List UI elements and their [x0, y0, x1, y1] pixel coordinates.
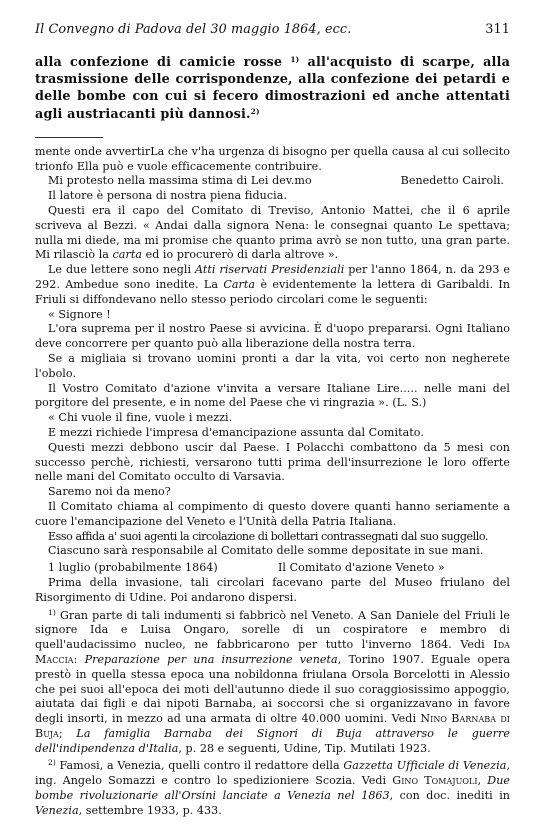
note-paragraph: mente onde avvertirLa che v'ha urgenza di bisogno per quella causa al cui sollecito trionfo Ella può e vuole efficacemente contribuire.: [35, 144, 510, 173]
running-header: [35, 22, 510, 37]
text-run: Le due lettere sono negli: [48, 263, 192, 277]
signature-text: Benedetto Cairoli.: [400, 174, 504, 188]
work-title: Preparazione per una insurrezione veneta: [84, 652, 338, 666]
circular-line: Esso affida a' suoi agenti la circolazione di bollettari contrassegnati dal suo suggello.: [48, 529, 488, 543]
italic-run: Carta: [223, 277, 256, 291]
circular-line: Il Vostro Comitato d'azione v'invita a versare Italiane Lire..... nelle mani del porgitore del presente, e in nome del Paese che vi ringrazia ». (L. S.): [35, 381, 510, 410]
text-run: Gran parte di tali indumenti si fabbricò nel Veneto. A San Daniele del Friuli le signore Ida e Luisa Ongaro, sorelle di un cospiratore e membro di quell'audacissimo nucleo, ne fabbricarono per tutto l'inverno 1864. Vedi: [35, 608, 511, 652]
note-paragraph: Il latore è persona di nostra piena fiducia.: [48, 189, 287, 203]
circular-line: Il Comitato chiama al compimento di questo dovere quanti hanno seriamente a cuore l'emancipazione del Veneto e l'Unità della Patria Italiana.: [35, 499, 510, 528]
footnote-1: $^{1)}$ Gran parte di tali indumenti si fabbricò nel Veneto. A San Daniele del Friuli le signore Ida e Luisa Ongaro, sorelle di un cospiratore e membro di quell'audacissimo nucleo, ne fabbricarono per tutto l'inverno 1864. Vedi Ida Maccia: Preparazione per una insurrezione veneta, Torino 1907. Eguale opera prestò in quella stessa epoca una nobildonna friulana Orsola Borcelotti in Alessio che pei suoi all'epoca dei moti dell'autunno diede il suo coraggiosissimo appoggio, aiutata dai figli e dai nipoti Barnaba, ai soccorsi che si organizzavano in favore degli insorti, in mezzo ad una armata di oltre 40.000 uomini. Vedi Nino Barnaba di Buja; La famiglia Barnaba dei Signori di Buja attraverso le guerre dell'indipendenza d'Italia, p. 28 e seguenti, Udine, Tip. Mutilati 1923.: [35, 607, 511, 755]
notes-section: [35, 145, 510, 819]
author-name: Gino Tomajuoli: [392, 774, 478, 788]
text-run: , settembre 1933, p. 433.: [78, 803, 222, 817]
note-paragraph: [35, 263, 510, 307]
footnote-mark: 1): [48, 607, 56, 617]
circular-signatory: Il Comitato d'azione Veneto »: [278, 561, 445, 575]
letter-closing: [35, 174, 510, 189]
circular-line: « Chi vuole il fine, vuole i mezzi.: [48, 411, 233, 425]
italic-run: carta: [112, 248, 142, 262]
circular-signature: [35, 561, 510, 576]
text-run: è evidentemente la lettera di Garibaldi. In Friuli si diffondevano nello stesso periodo circolari come le seguenti:: [35, 277, 511, 306]
header-title: Il Convegno di Padova del 30 maggio 1864, ecc.: [35, 22, 352, 37]
text-run: , ing. Angelo Somazzi e contro lo spedizioniere Scozia. Vedi: [35, 759, 511, 788]
footnote-mark: 2): [48, 758, 56, 768]
author-name: Ida Maccia: [35, 638, 510, 666]
author-name: Nino Barnaba di Buja: [35, 712, 510, 740]
circular-line: « Signore !: [48, 307, 111, 321]
page-number: 311: [485, 22, 510, 37]
work-title: Venezia: [35, 803, 79, 817]
text-run: per l'anno 1864, n. da 293 e 292. Ambedue sono inedite. La: [35, 263, 510, 291]
footnote-ref-1: 1): [290, 55, 300, 64]
work-title: Gazzetta Ufficiale di Venezia: [343, 759, 507, 773]
text-run: , Torino 1907. Eguale opera prestò in quella stessa epoca una nobildonna friulana Orsola Borcelotti in Alessio che pei suoi all'epoca dei moti dell'autunno diede il suo coraggiosissimo appoggio, aiutata dai figli e dai nipoti Barnaba, ai soccorsi che si organizzavano in favore degli insorti, in mezzo ad una armata di oltre 40.000 uomini. Vedi: [35, 652, 510, 726]
footnote-separator: [35, 137, 103, 138]
text-run: , con doc. inediti in: [389, 789, 510, 803]
footnote-2: $^{2)}$ Famosi, a Venezia, quelli contro il redattore della Gazzetta Ufficiale di Venezia, ing. Angelo Somazzi e contro lo spedizioniere Scozia. Vedi Gino Tomajuoli, Due bombe rivoluzionarie all'Orsini lanciate a Venezia nel 1863, con doc. inediti in Venezia, settembre 1933, p. 433.: [35, 758, 511, 817]
note-paragraph: [35, 204, 510, 263]
circular-line: L'ora suprema per il nostro Paese si avvicina. È d'uopo prepararsi. Ogni Italiano deve concorrere per quanto può alla liberazione della nostra terra.: [35, 322, 510, 351]
main-text-part: all'acquisto di scarpe, alla trasmissione delle corrispondenze, alla confezione dei petardi e delle bombe con cui si fecero dimostrazioni ed anche attentati agli austriacanti più dannosi.: [35, 55, 511, 122]
text-run: Questi era il capo del Comitato di Treviso, Antonio Mattei, che il 6 aprile scriveva al Bezzi. « Andai dalla signora Nena: le consegnai quanto Le spettava; nulla mi diede, ma mi promise che quanto prima avrò se non tutto, una gran parte. Mi rilasciò la: [35, 204, 510, 262]
text-run: ed io procurerò di darla altrove ».: [145, 248, 339, 262]
main-paragraph: [35, 54, 510, 123]
text-run: , p. 28 e seguenti, Udine, Tip. Mutilati 1923.: [178, 741, 431, 755]
italic-run: Atti riservati Presidenziali: [195, 263, 345, 277]
circular-line: Ciascuno sarà responsabile al Comitato delle somme depositate in sue mani.: [48, 544, 484, 558]
book-page: [35, 22, 510, 819]
circular-line: Saremo noi da meno?: [48, 485, 171, 499]
main-text-part: alla confezione di camicie rosse: [35, 55, 283, 70]
text-run: Famosi, a Venezia, quelli contro il redattore della: [59, 759, 340, 773]
work-title: La famiglia Barnaba dei Signori di Buja attraverso le guerre dell'indipendenza d'Italia: [35, 726, 510, 755]
circular-line: Se a migliaia si trovano uomini pronti a dar la vita, voi certo non negherete l'obolo.: [35, 351, 510, 380]
closing-text: Mi protesto nella massima stima di Lei dev.mo: [48, 174, 312, 188]
footnote-ref-2: 2): [250, 106, 260, 116]
circular-date: 1 luglio (probabilmente 1864): [48, 561, 218, 575]
note-paragraph: Prima della invasione, tali circolari facevano parte del Museo friulano del Risorgimento di Udine. Poi andarono dispersi.: [35, 575, 510, 604]
work-title: Due bombe rivoluzionarie all'Orsini lanciate a Venezia nel 1863: [35, 774, 511, 803]
circular-line: Questi mezzi debbono uscir dal Paese. I Polacchi combattono da 5 mesi con successo perchè, richiesti, versarono tutti prima dell'insurrezione le loro offerte nelle mani del Comitato occulto di Varsavia.: [35, 440, 510, 484]
main-text: [35, 54, 510, 123]
circular-line: E mezzi richiede l'impresa d'emancipazione assunta dal Comitato.: [48, 425, 424, 439]
